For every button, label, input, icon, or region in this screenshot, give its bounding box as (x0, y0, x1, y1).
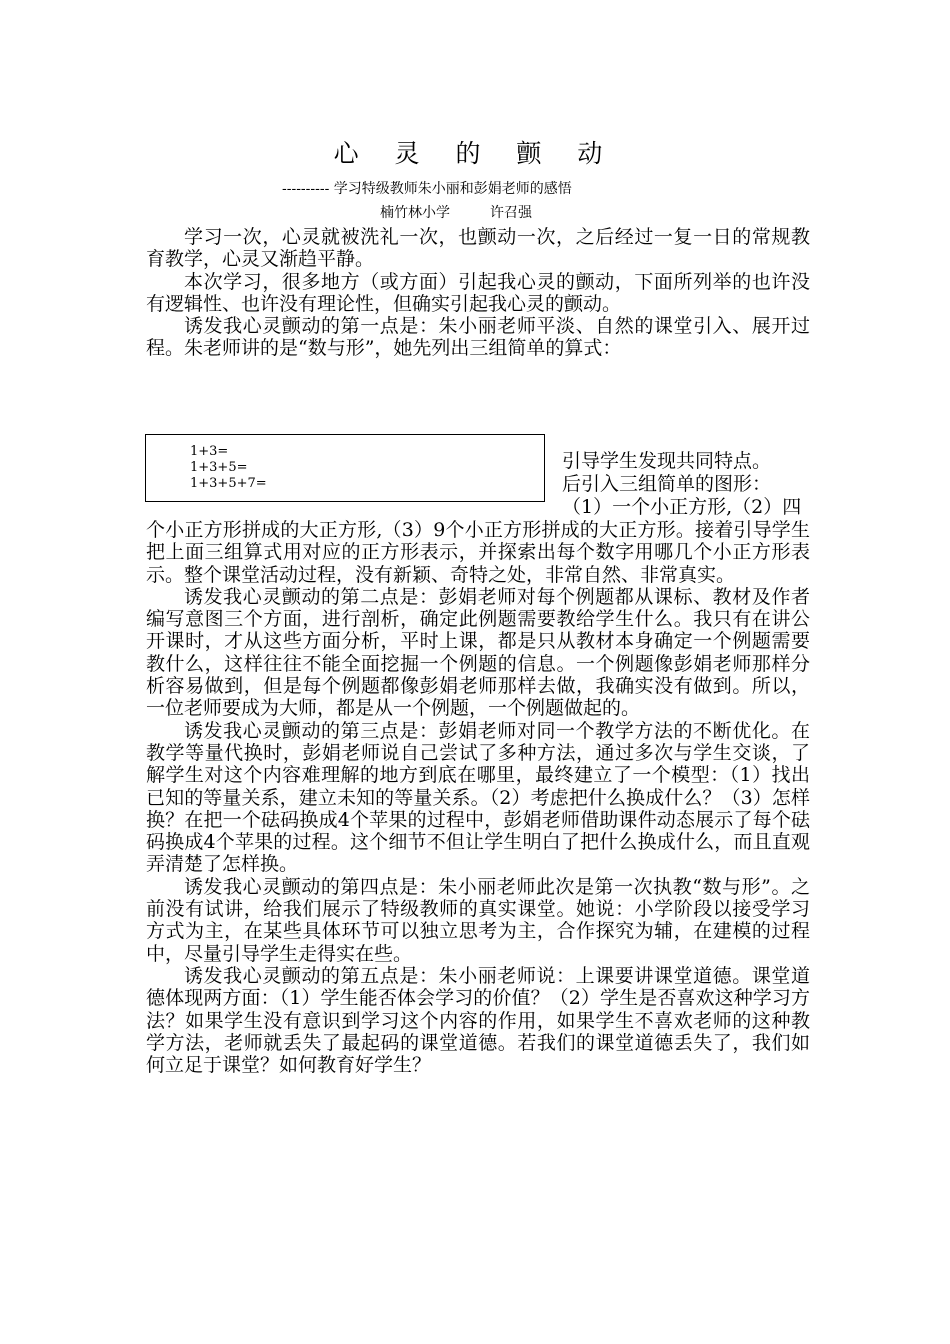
author-line (380, 202, 532, 222)
side-line-1: 引导学生发现共同特点。 (562, 450, 772, 472)
paragraph-6: 诱发我心灵颤动的第三点是：彭娟老师对同一个教学方法的不断优化。在教学等量代换时，彭娟老师说自己尝试了多种方法，通过多次与学生交谈，了解学生对这个内容难理解的地方到底在哪里，最终建立了一个模型：（1）找出已知的等量关系，建立未知的等量关系。（2）考虑把什么换成什么？（3）怎样换？在把一个砝码换成4个苹果的过程中，彭娟老师借助课件动态展示了每个砝码换成4个苹果的过程。这个细节不但让学生明白了把什么换成什么，而且直观弄清楚了怎样换。 (146, 719, 810, 876)
main-section (146, 519, 810, 1076)
paragraph-3: 诱发我心灵颤动的第一点是：朱小丽老师平淡、自然的课堂引入、展开过程。朱老师讲的是“数与形”，她先列出三组简单的算式： (146, 315, 810, 360)
paragraph-4: 个小正方形拼成的大正方形,（3）9个小正方形拼成的大正方形。接着引导学生把上面三组算式用对应的正方形表示，并探索出每个数字用哪几个小正方形表示。整个课堂活动过程，没有新颖、奇特之处，非常自然、非常真实。 (146, 519, 810, 586)
formula-1: 1+3= (190, 444, 229, 459)
paragraph-8: 诱发我心灵颤动的第五点是：朱小丽老师说：上课要讲课堂道德。课堂道德体现两方面：（1）学生能否体会学习的价值？（2）学生是否喜欢这种学习方法？如果学生没有意识到学习这个内容的作用，如果学生不喜欢老师的这种教学方法，老师就丢失了最起码的课堂道德。若我们的课堂道德丢失了，我们如何立足于课堂？如何教育好学生？ (146, 964, 810, 1077)
side-line-2: 后引入三组简单的图形： (562, 473, 772, 495)
side-line-3: （1）一个小正方形,（2）四 (562, 496, 802, 518)
paragraph-7: 诱发我心灵颤动的第四点是：朱小丽老师此次是第一次执教“数与形”。之前没有试讲，给我们展示了特级教师的真实课堂。她说：小学阶段以接受学习方式为主，在某些具体环节可以独立思考为主，合作探究为辅，在建模的过程中，尽量引导学生走得实在些。 (146, 875, 810, 965)
author-name: 许召强 (490, 205, 532, 221)
paragraph-2: 本次学习，很多地方（或方面）引起我心灵的颤动，下面所列举的也许没有逻辑性、也许没有理论性，但确实引起我心灵的颤动。 (146, 270, 810, 315)
formula-3: 1+3+5+7= (190, 476, 267, 491)
formula-box (145, 434, 545, 502)
school-name: 楠竹林小学 (380, 205, 450, 221)
side-text (562, 450, 810, 519)
paragraph-5: 诱发我心灵颤动的第二点是：彭娟老师对每个例题都从课标、教材及作者编写意图三个方面，进行剖析，确定此例题需要教给学生什么。我只有在讲公开课时，才从这些方面分析，平时上课，都是只从教材本身确定一个例题需要教什么，这样往往不能全面挖掘一个例题的信息。一个例题像彭娟老师那样分析容易做到，但是每个例题都像彭娟老师那样去做，我确实没有做到。所以，一位老师要成为大师，都是从一个例题，一个例题做起的。 (146, 585, 810, 720)
paragraph-1: 学习一次，心灵就被洗礼一次，也颤动一次，之后经过一复一日的常规教育教学，心灵又渐趋平静。 (146, 226, 810, 271)
intro-section (146, 226, 810, 360)
subtitle: ---------- 学习特级教师朱小丽和彭娟老师的感悟 (282, 181, 572, 197)
formula-2: 1+3+5= (190, 460, 248, 475)
page-title: 心 灵 的 颤 动 (333, 139, 617, 168)
